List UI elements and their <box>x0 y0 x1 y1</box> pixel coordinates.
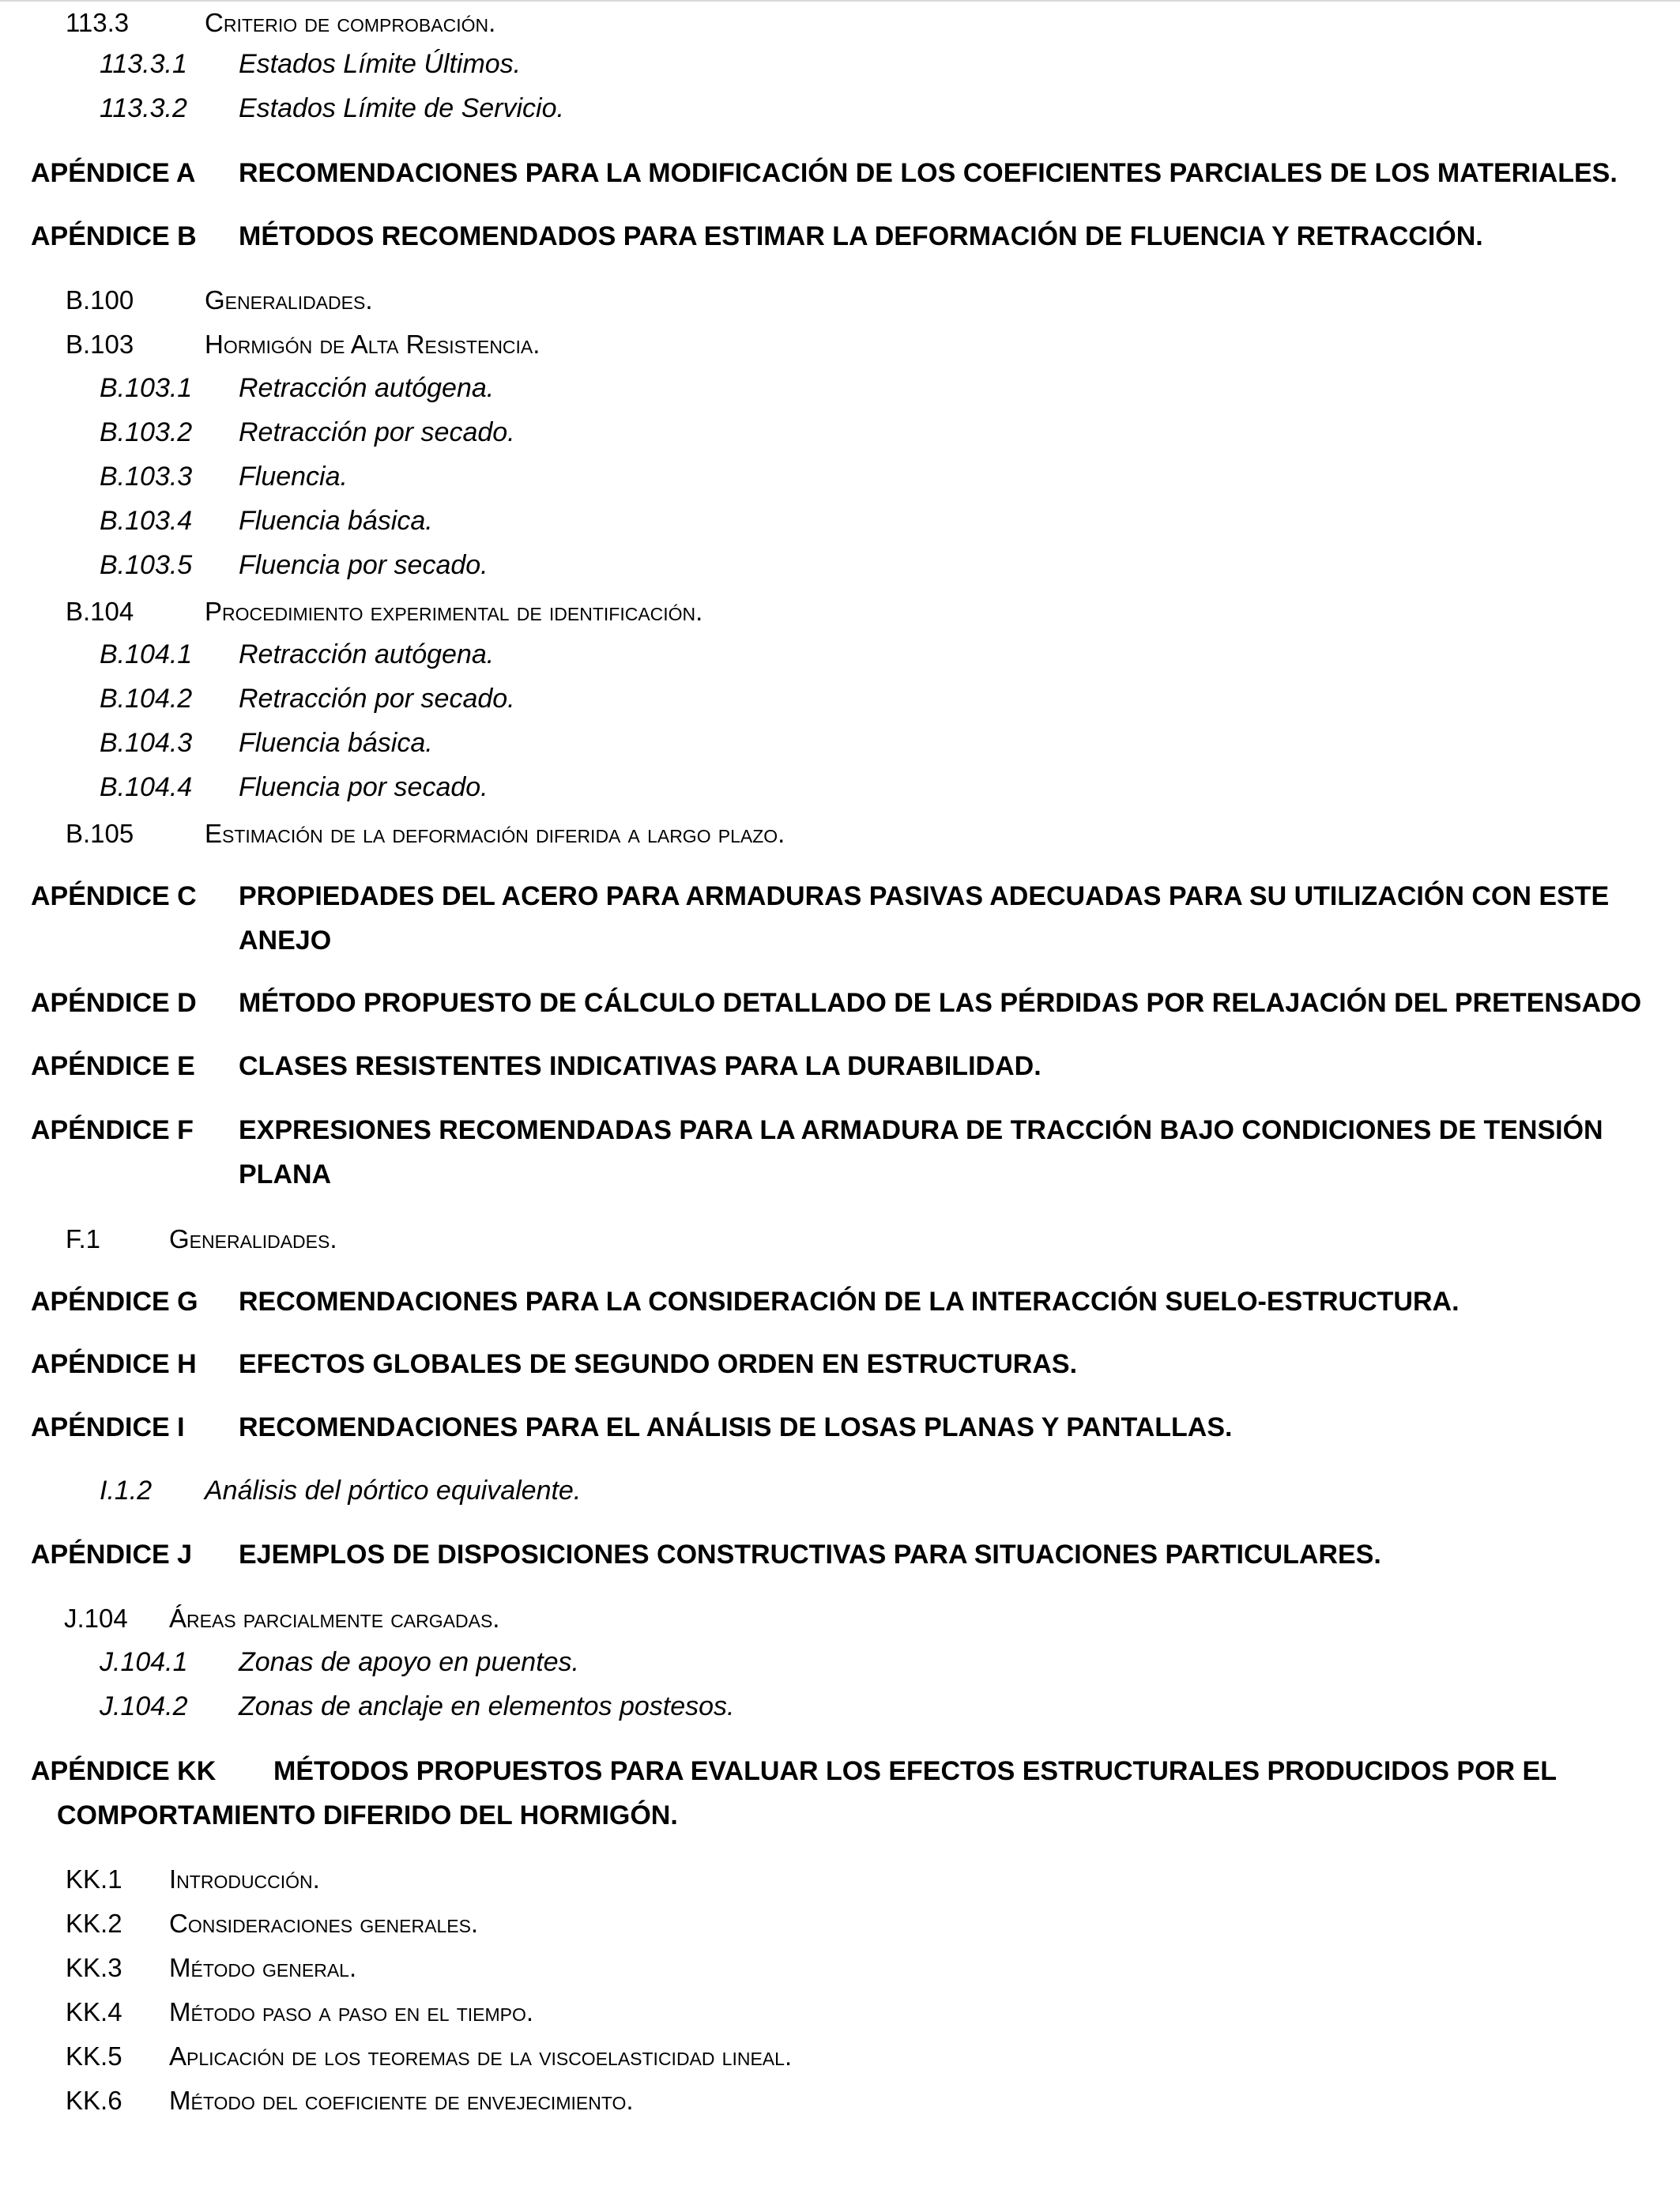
toc-number: B.103.5 <box>100 550 193 580</box>
toc-number: APÉNDICE KK <box>31 1756 217 1786</box>
toc-number: APÉNDICE D <box>31 988 197 1018</box>
toc-title: Método general. <box>169 1953 357 1982</box>
toc-title: Fluencia. <box>239 462 348 492</box>
toc-title: CLASES RESISTENTES INDICATIVAS PARA LA DURABILIDAD. <box>239 1051 1042 1081</box>
toc-number: B.103 <box>66 330 134 359</box>
toc-title: PROPIEDADES DEL ACERO PARA ARMADURAS PASIVAS ADECUADAS PARA SU UTILIZACIÓN CON ESTE ANEJO <box>239 881 1610 956</box>
toc-title: RECOMENDACIONES PARA LA MODIFICACIÓN DE LOS COEFICIENTES PARCIALES DE LOS MATERIALES. <box>239 158 1618 188</box>
toc-number: B.104.2 <box>100 684 193 714</box>
toc-title: Fluencia por secado. <box>239 772 488 802</box>
toc-number: I.1.2 <box>100 1476 153 1506</box>
toc-title-continuation: COMPORTAMIENTO DIFERIDO DEL HORMIGÓN. <box>57 1800 678 1830</box>
toc-number: APÉNDICE C <box>31 881 197 911</box>
toc-title: Áreas parcialmente cargadas. <box>169 1604 500 1633</box>
toc-number: APÉNDICE G <box>31 1287 198 1317</box>
toc-number: KK.5 <box>66 2041 122 2071</box>
toc-title: Fluencia básica. <box>239 506 433 536</box>
toc-number: KK.2 <box>66 1909 122 1938</box>
toc-number: J.104 <box>64 1604 128 1633</box>
toc-title: Criterio de comprobación. <box>205 8 496 37</box>
toc-title: Fluencia por secado. <box>239 550 488 580</box>
toc-number: B.105 <box>66 819 134 848</box>
toc-title: RECOMENDACIONES PARA EL ANÁLISIS DE LOSAS PLANAS Y PANTALLAS. <box>239 1412 1233 1442</box>
toc-title: Método paso a paso en el tiempo. <box>169 1997 534 2026</box>
toc-title: EXPRESIONES RECOMENDADAS PARA LA ARMADURA DE TRACCIÓN BAJO CONDICIONES DE TENSIÓN PLANA <box>239 1115 1603 1189</box>
toc-title: Generalidades. <box>169 1224 337 1253</box>
toc-number: APÉNDICE I <box>31 1412 185 1442</box>
toc-title: Zonas de anclaje en elementos postesos. <box>239 1691 735 1721</box>
toc-title: Retracción por secado. <box>239 684 515 714</box>
toc-title: Retracción por secado. <box>239 417 515 447</box>
toc-title: Hormigón de Alta Resistencia. <box>205 330 541 359</box>
toc-number: KK.1 <box>66 1864 122 1894</box>
toc-number: APÉNDICE F <box>31 1115 194 1145</box>
toc-number: 113.3.1 <box>100 49 187 79</box>
toc-number: B.103.3 <box>100 462 193 492</box>
toc-title: Aplicación de los teoremas de la viscoelasticidad lineal. <box>169 2041 793 2071</box>
toc-number: B.104.4 <box>100 772 193 802</box>
toc-number: B.104 <box>66 597 134 626</box>
toc-title: Análisis del pórtico equivalente. <box>205 1476 582 1506</box>
toc-number: 113.3 <box>66 8 130 37</box>
toc-number: J.104.2 <box>100 1691 188 1721</box>
toc-number: B.100 <box>66 285 134 315</box>
toc-number: B.104.3 <box>100 728 193 758</box>
toc-number: KK.3 <box>66 1953 122 1982</box>
toc-title: Procedimiento experimental de identificación. <box>205 597 703 626</box>
toc-number: APÉNDICE A <box>31 158 196 188</box>
toc-number: B.104.1 <box>100 639 193 669</box>
toc-number: B.103.2 <box>100 417 193 447</box>
toc-title: Estimación de la deformación diferida a largo plazo. <box>205 819 785 848</box>
toc-title: EFECTOS GLOBALES DE SEGUNDO ORDEN EN ESTRUCTURAS. <box>239 1349 1078 1379</box>
toc-title: Retracción autógena. <box>239 373 495 403</box>
toc-title: Estados Límite Últimos. <box>239 49 522 79</box>
toc-number: KK.6 <box>66 2086 122 2115</box>
toc-title: MÉTODOS RECOMENDADOS PARA ESTIMAR LA DEFORMACIÓN DE FLUENCIA Y RETRACCIÓN. <box>239 221 1483 251</box>
toc-title: MÉTODO PROPUESTO DE CÁLCULO DETALLADO DE LAS PÉRDIDAS POR RELAJACIÓN DEL PRETENSADO <box>239 988 1642 1018</box>
toc-title: Generalidades. <box>205 285 373 315</box>
toc-number: KK.4 <box>66 1997 122 2026</box>
toc-title: Fluencia básica. <box>239 728 433 758</box>
toc-number: APÉNDICE B <box>31 221 197 251</box>
toc-number: APÉNDICE H <box>31 1349 197 1379</box>
toc-title: EJEMPLOS DE DISPOSICIONES CONSTRUCTIVAS PARA SITUACIONES PARTICULARES. <box>239 1540 1381 1570</box>
toc-number: B.103.1 <box>100 373 193 403</box>
toc-title: MÉTODOS PROPUESTOS PARA EVALUAR LOS EFECTOS ESTRUCTURALES PRODUCIDOS POR EL <box>273 1756 1557 1786</box>
toc-number: J.104.1 <box>100 1647 188 1677</box>
toc-number: APÉNDICE E <box>31 1051 195 1081</box>
toc-number: F.1 <box>66 1224 101 1253</box>
toc-title: Método del coeficiente de envejecimiento. <box>169 2086 634 2115</box>
toc-title: Retracción autógena. <box>239 639 495 669</box>
toc-title: Consideraciones generales. <box>169 1909 479 1938</box>
toc-title: RECOMENDACIONES PARA LA CONSIDERACIÓN DE LA INTERACCIÓN SUELO-ESTRUCTURA. <box>239 1287 1460 1317</box>
toc-title: Zonas de apoyo en puentes. <box>239 1647 579 1677</box>
toc-number: 113.3.2 <box>100 93 187 123</box>
toc-number: B.103.4 <box>100 506 193 536</box>
toc-title: Estados Límite de Servicio. <box>239 93 564 123</box>
toc-number: APÉNDICE J <box>31 1540 193 1570</box>
toc-title: Introducción. <box>169 1864 320 1894</box>
